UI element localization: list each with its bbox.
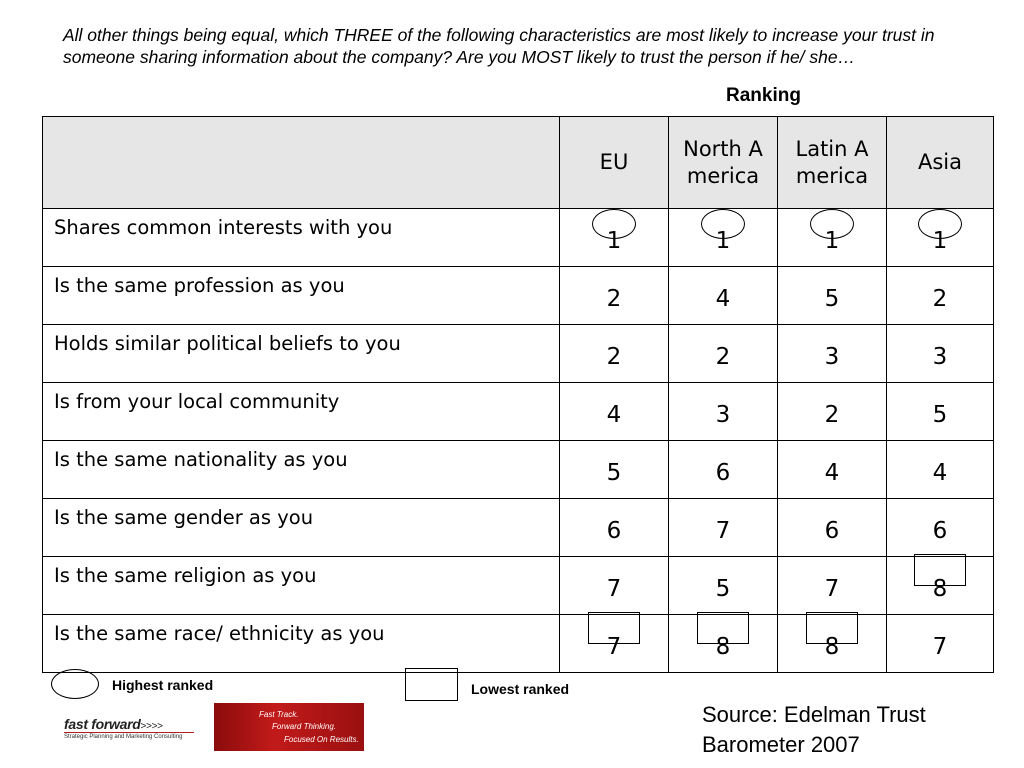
legend-highest-label: Highest ranked	[112, 677, 214, 693]
rank-cell	[560, 383, 669, 441]
rank-cell	[887, 557, 994, 615]
rank-cell	[887, 499, 994, 557]
rank-value: 2	[715, 343, 731, 370]
rank-cell	[778, 325, 887, 383]
rank-value: 3	[715, 401, 731, 428]
rank-cell	[669, 267, 778, 325]
rank-value: 1	[932, 227, 948, 254]
row-label: Is the same religion as you	[43, 557, 560, 615]
header-latin-america: Latin America	[778, 117, 887, 209]
rank-cell	[669, 499, 778, 557]
logo-subtitle: Strategic Planning and Marketing Consulting	[64, 734, 183, 740]
rank-cell	[778, 615, 887, 673]
rank-value: 3	[932, 343, 948, 370]
rank-value: 8	[824, 633, 840, 660]
logo-banner: Fast Track. Forward Thinking. Focused On Results.	[214, 703, 364, 751]
rank-value: 2	[824, 401, 840, 428]
rank-value: 5	[715, 575, 731, 602]
row-label: Is the same gender as you	[43, 499, 560, 557]
header-eu: EU	[560, 117, 669, 209]
table-row	[43, 557, 994, 615]
rank-cell	[669, 441, 778, 499]
rank-cell	[669, 325, 778, 383]
rank-cell	[560, 615, 669, 673]
rank-value: 5	[932, 401, 948, 428]
row-label: Holds similar political beliefs to you	[43, 325, 560, 383]
rank-value: 7	[824, 575, 840, 602]
rank-value: 2	[932, 285, 948, 312]
rank-value: 7	[606, 575, 622, 602]
rank-cell	[887, 267, 994, 325]
rank-value: 1	[715, 227, 731, 254]
table-row	[43, 209, 994, 267]
rank-cell	[560, 209, 669, 267]
header-blank	[43, 117, 560, 209]
rank-value: 6	[715, 459, 731, 486]
row-label: Shares common interests with you	[43, 209, 560, 267]
rank-cell	[887, 325, 994, 383]
rank-cell	[560, 499, 669, 557]
source-text: Source: Edelman Trust Barometer 2007	[702, 702, 926, 757]
row-label: Is the same nationality as you	[43, 441, 560, 499]
header-asia: Asia	[887, 117, 994, 209]
header-north-america: North America	[669, 117, 778, 209]
table-row	[43, 441, 994, 499]
rank-cell	[887, 383, 994, 441]
rank-value: 2	[606, 285, 622, 312]
rank-value: 8	[715, 633, 731, 660]
rank-cell	[560, 441, 669, 499]
ranking-table	[42, 116, 994, 673]
rank-value: 7	[606, 633, 622, 660]
table-row	[43, 615, 994, 673]
table-row	[43, 325, 994, 383]
rank-value: 5	[824, 285, 840, 312]
table-header-row	[43, 117, 994, 209]
rank-value: 4	[715, 285, 731, 312]
rank-cell	[778, 499, 887, 557]
logo-name: fast forward>>>>	[64, 716, 163, 732]
rank-value: 4	[606, 401, 622, 428]
table-row	[43, 267, 994, 325]
rank-value: 7	[932, 633, 948, 660]
rank-cell	[887, 615, 994, 673]
rank-value: 7	[715, 517, 731, 544]
table-row	[43, 383, 994, 441]
ranking-title: Ranking	[726, 85, 801, 106]
rank-value: 5	[606, 459, 622, 486]
question-text: All other things being equal, which THREE of the following characteristics are most likely to increase your trust in someone sharing information about the company? Are you MOST likely to trust the person if he/ she…	[63, 25, 935, 67]
rank-value: 6	[932, 517, 948, 544]
rank-value: 4	[824, 459, 840, 486]
fast-forward-logo	[50, 703, 364, 751]
legend-circle-icon	[51, 669, 99, 699]
row-label: Is from your local community	[43, 383, 560, 441]
rank-cell	[887, 441, 994, 499]
rank-cell	[560, 557, 669, 615]
rank-cell	[778, 441, 887, 499]
rank-cell	[560, 325, 669, 383]
rank-cell	[778, 383, 887, 441]
rank-cell	[887, 209, 994, 267]
rank-value: 2	[606, 343, 622, 370]
row-label: Is the same race/ ethnicity as you	[43, 615, 560, 673]
rank-value: 1	[606, 227, 622, 254]
legend-lowest-label: Lowest ranked	[471, 681, 570, 697]
rank-cell	[669, 209, 778, 267]
rank-value: 6	[606, 517, 622, 544]
rank-value: 4	[932, 459, 948, 486]
rank-value: 6	[824, 517, 840, 544]
rank-cell	[560, 267, 669, 325]
legend-box-icon	[405, 668, 458, 701]
row-label: Is the same profession as you	[43, 267, 560, 325]
rank-cell	[778, 267, 887, 325]
rank-cell	[669, 383, 778, 441]
rank-value: 8	[932, 575, 948, 602]
rank-cell	[669, 615, 778, 673]
rank-cell	[669, 557, 778, 615]
rank-value: 1	[824, 227, 840, 254]
table-row	[43, 499, 994, 557]
rank-value: 3	[824, 343, 840, 370]
rank-cell	[778, 209, 887, 267]
rank-cell	[778, 557, 887, 615]
